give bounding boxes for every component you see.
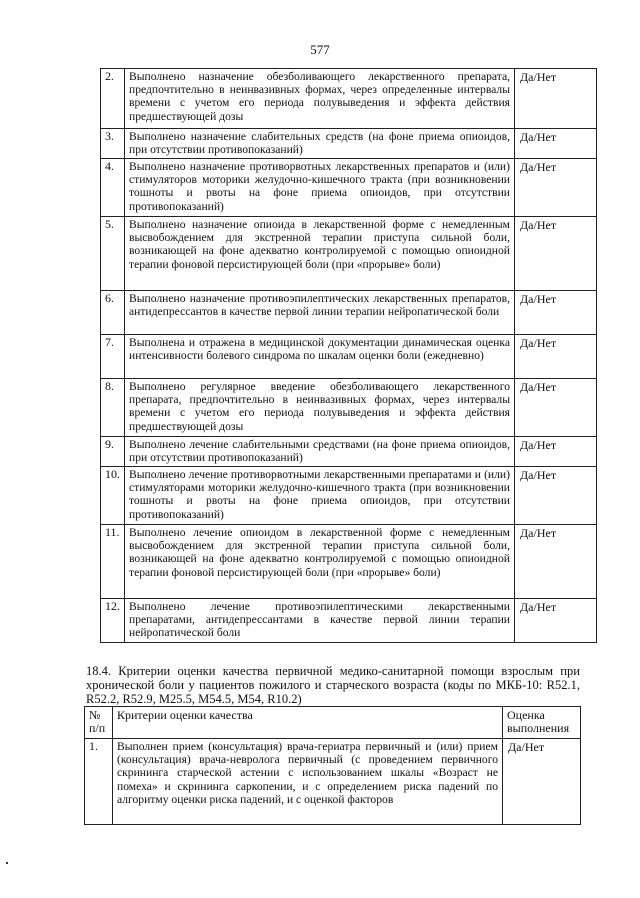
table-row xyxy=(101,599,597,643)
header-number: № п/п xyxy=(85,707,113,739)
row-number: 7. xyxy=(101,335,125,379)
criterion-text: Выполнено лечение опиоидом в лекарственной форме с немедленным высвобождением для экстренной терапии приступа сильной боли, возникающей на фоне адекватно контролируемой с помощью опиоидной терапии фоновой персистирующей боли (при «прорыве» боли) xyxy=(125,525,515,599)
criterion-text: Выполнено назначение слабительных средств (на фоне приема опиоидов, при отсутствии противопоказаний) xyxy=(125,129,515,159)
header-row xyxy=(85,707,581,739)
table-row xyxy=(101,335,597,379)
row-number: 4. xyxy=(101,159,125,217)
row-number: 1. xyxy=(85,739,113,825)
assessment-value: Да/Нет xyxy=(515,379,597,437)
assessment-value: Да/Нет xyxy=(503,739,581,825)
row-number: 12. xyxy=(101,599,125,643)
criteria-table-body xyxy=(85,739,581,825)
row-number: 3. xyxy=(101,129,125,159)
row-number: 10. xyxy=(101,467,125,525)
page-number: 577 xyxy=(310,42,330,57)
table-row xyxy=(101,437,597,467)
table-header xyxy=(85,707,581,739)
row-number: 11. xyxy=(101,525,125,599)
table-row xyxy=(101,69,597,129)
assessment-value: Да/Нет xyxy=(515,217,597,291)
criterion-text: Выполнено регулярное введение обезболивающего лекарственного препарата, предпочтительно в неинвазивных формах, через интервалы времени с учетом его периода полувыведения и эффекта действия предшествующей дозы xyxy=(125,379,515,437)
table-row xyxy=(101,291,597,335)
row-number: 9. xyxy=(101,437,125,467)
criterion-text: Выполнено лечение слабительными средствами (на фоне приема опиоидов, при отсутствии противопоказаний) xyxy=(125,437,515,467)
assessment-value: Да/Нет xyxy=(515,467,597,525)
assessment-value: Да/Нет xyxy=(515,291,597,335)
header-criterion: Критерии оценки качества xyxy=(113,707,503,739)
assessment-value: Да/Нет xyxy=(515,159,597,217)
criterion-text: Выполнено назначение обезболивающего лекарственного препарата, предпочтительно в неинвазивных формах, через определенные интервалы времени с учетом его периода полувыведения и эффекта действия предшествующей дозы xyxy=(125,69,515,129)
row-number: 8. xyxy=(101,379,125,437)
table-row xyxy=(101,525,597,599)
criterion-text: Выполнен прием (консультация) врача-гериатра первичный и (или) прием (консультация) врача-невролога первичный (с проведением первичного скрининга старческой астении с использованием шкалы «Возраст не помеха» и скрининга саркопении, и с определением риска падений по алгоритму оценки риска падений, и с оценкой факторов xyxy=(113,739,503,825)
criterion-text: Выполнено лечение противоэпилептическими лекарственными препаратами, антидепрессантами в качестве первой линии терапии нейропатической боли xyxy=(125,599,515,643)
table-row xyxy=(85,739,581,825)
assessment-value: Да/Нет xyxy=(515,129,597,159)
row-number: 5. xyxy=(101,217,125,291)
table-row xyxy=(101,379,597,437)
criteria-table-18-4 xyxy=(84,706,581,825)
criterion-text: Выполнено назначение противоэпилептических лекарственных препаратов, антидепрессантов в качестве первой линии терапии нейропатической боли xyxy=(125,291,515,335)
scan-artifact xyxy=(6,862,8,864)
header-assessment: Оценка выполнения xyxy=(503,707,581,739)
criterion-text: Выполнено назначение опиоида в лекарственной форме с немедленным высвобождением для экстренной терапии приступа сильной боли, возникающей на фоне адекватно контролируемой с помощью опиоидной терапии фоновой персистирующей боли (при «прорыве» боли) xyxy=(125,217,515,291)
assessment-value: Да/Нет xyxy=(515,437,597,467)
table-row xyxy=(101,217,597,291)
assessment-value: Да/Нет xyxy=(515,69,597,129)
assessment-value: Да/Нет xyxy=(515,525,597,599)
criterion-text: Выполнена и отражена в медицинской документации динамическая оценка интенсивности болевого синдрома по шкалам оценки боли (ежедневно) xyxy=(125,335,515,379)
table-row xyxy=(101,467,597,525)
row-number: 2. xyxy=(101,69,125,129)
criteria-table-body xyxy=(101,69,597,643)
assessment-value: Да/Нет xyxy=(515,335,597,379)
criterion-text: Выполнено лечение противорвотными лекарственными препаратами и (или) стимуляторами моторики желудочно-кишечного тракта (при возникновении тошноты и рвоты на фоне приема опиоидов, при отсутствии противопоказаний) xyxy=(125,467,515,525)
table-row xyxy=(101,159,597,217)
row-number: 6. xyxy=(101,291,125,335)
assessment-value: Да/Нет xyxy=(515,599,597,643)
criteria-table-continued xyxy=(100,68,597,643)
criterion-text: Выполнено назначение противорвотных лекарственных препаратов и (или) стимуляторов моторики желудочно-кишечного тракта (при возникновении тошноты и рвоты на фоне приема опиоидов, при отсутствии противопоказаний) xyxy=(125,159,515,217)
table-row xyxy=(101,129,597,159)
section-heading: 18.4. Критерии оценки качества первичной медико-санитарной помощи взрослым при хронической боли у пациентов пожилого и старческого возраста (коды по МКБ-10: R52.1, R52.2, R52.9, M25.5, M54.5, M54, R10.2) xyxy=(86,664,580,706)
